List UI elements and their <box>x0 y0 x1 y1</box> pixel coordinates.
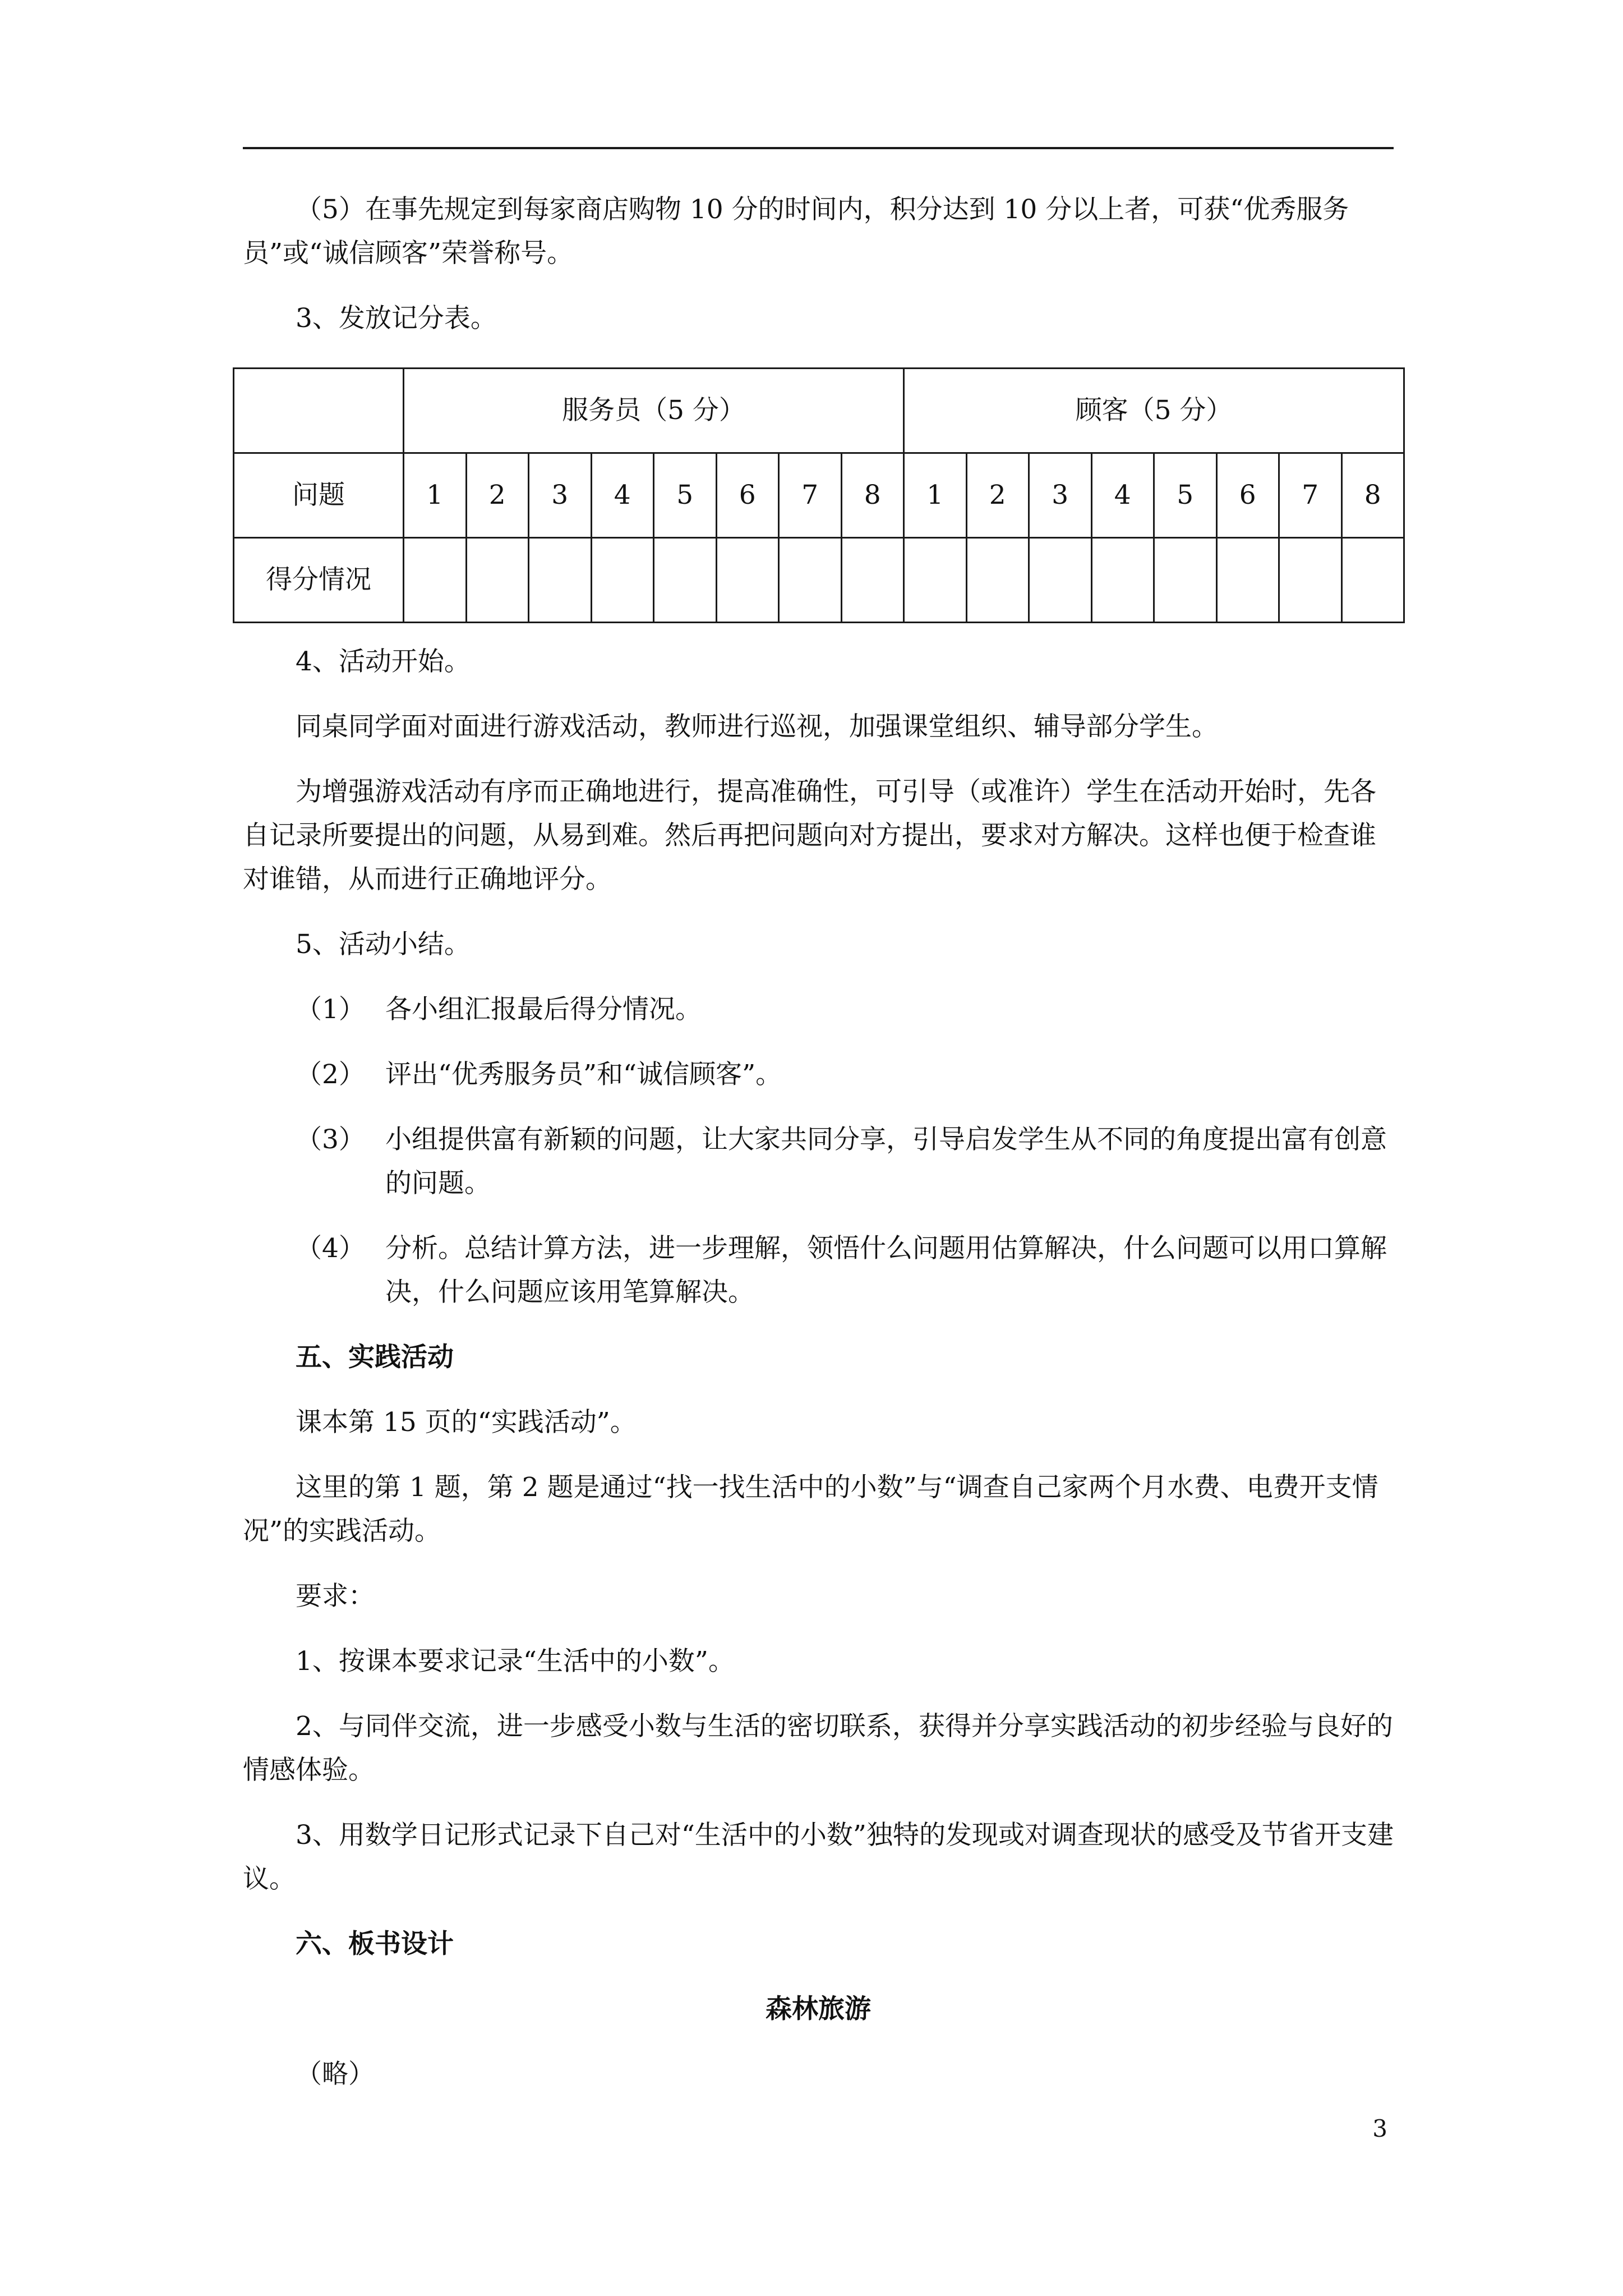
list-number: （4） <box>296 1233 365 1264</box>
score-table <box>233 367 1405 623</box>
list-item <box>243 1118 1394 1205</box>
paragraph-textbook: 课本第 15 页的“实践活动”。 <box>296 1407 637 1438</box>
table-row <box>234 453 1404 538</box>
paragraph-questions: 这里的第 1 题，第 2 题是通过“找一找生活中的小数”与“调查自己家两个月水费、电费开支情况”的实践活动。 <box>243 1472 1378 1547</box>
header-customer: 顾客（5 分） <box>904 369 1404 453</box>
score-cell <box>529 538 592 623</box>
section-heading-practice: 五、实践活动 <box>296 1342 454 1373</box>
list-number: （2） <box>296 1059 365 1090</box>
number-cell: 5 <box>1154 453 1217 538</box>
section-heading-board: 六、板书设计 <box>296 1929 454 1959</box>
list-item <box>243 988 1394 1032</box>
score-cell <box>1216 538 1279 623</box>
number-cell: 1 <box>404 453 467 538</box>
score-cell <box>466 538 529 623</box>
list-number: （3） <box>296 1124 365 1155</box>
list-text: 分析。总结计算方法，进一步理解，领悟什么问题用估算解决，什么问题可以用口算解决，什么问题应该用笔算解决。 <box>385 1233 1387 1308</box>
number-cell: 7 <box>779 453 842 538</box>
paragraph-step-3: 3、发放记分表。 <box>296 303 497 334</box>
paragraph-step-4: 4、活动开始。 <box>296 646 471 677</box>
number-cell: 4 <box>591 453 654 538</box>
number-cell: 8 <box>841 453 904 538</box>
number-cell: 6 <box>1216 453 1279 538</box>
paragraph-req-2: 2、与同伴交流，进一步感受小数与生活的密切联系，获得并分享实践活动的初步经验与良好的情感体验。 <box>243 1711 1393 1786</box>
number-cell: 1 <box>904 453 967 538</box>
list-text: 小组提供富有新颖的问题，让大家共同分享，引导启发学生从不同的角度提出富有创意的问题。 <box>385 1124 1387 1199</box>
table-row <box>234 538 1404 623</box>
paragraph-rule-5: （5）在事先规定到每家商店购物 10 分的时间内，积分达到 10 分以上者，可获“优秀服务员”或“诚信顾客”荣誉称号。 <box>243 194 1349 269</box>
score-cell <box>1341 538 1404 623</box>
number-cell: 3 <box>1029 453 1092 538</box>
paragraph-req-1: 1、按课本要求记录“生活中的小数”。 <box>296 1646 735 1677</box>
number-cell: 3 <box>529 453 592 538</box>
score-cell <box>1091 538 1154 623</box>
list-item <box>243 1227 1394 1314</box>
list-text: 各小组汇报最后得分情况。 <box>385 994 702 1025</box>
number-cell: 4 <box>1091 453 1154 538</box>
table-corner-cell <box>234 369 404 453</box>
score-cell <box>841 538 904 623</box>
list-number: （1） <box>296 994 365 1025</box>
row-score-label: 得分情况 <box>234 538 404 623</box>
page-number: 3 <box>1372 2115 1387 2142</box>
paragraph-req-3: 3、用数学日记形式记录下自己对“生活中的小数”独特的发现或对调查现状的感受及节省开支建议。 <box>243 1820 1394 1894</box>
paragraph-step-5: 5、活动小结。 <box>296 929 471 960</box>
document-body <box>243 188 1394 2096</box>
score-cell <box>1154 538 1217 623</box>
table-row <box>234 369 1404 453</box>
score-cell <box>779 538 842 623</box>
number-cell: 2 <box>966 453 1029 538</box>
score-cell <box>966 538 1029 623</box>
score-cell <box>654 538 717 623</box>
paragraph-accuracy: 为增强游戏活动有序而正确地进行，提高准确性，可引导（或准许）学生在活动开始时，先各自记录所要提出的问题，从易到难。然后再把问题向对方提出，要求对方解决。这样也便于检查谁对谁错，从而进行正确地评分。 <box>243 776 1376 895</box>
score-cell <box>716 538 779 623</box>
paragraph-activity: 同桌同学面对面进行游戏活动，教师进行巡视，加强课堂组织、辅导部分学生。 <box>296 711 1218 742</box>
number-cell: 2 <box>466 453 529 538</box>
board-title: 森林旅游 <box>766 1994 871 2024</box>
paragraph-requirements: 要求： <box>296 1581 375 1612</box>
score-cell <box>904 538 967 623</box>
score-cell <box>404 538 467 623</box>
number-cell: 7 <box>1279 453 1342 538</box>
number-cell: 8 <box>1341 453 1404 538</box>
score-cell <box>1029 538 1092 623</box>
score-cell <box>1279 538 1342 623</box>
list-item <box>243 1053 1394 1097</box>
list-text: 评出“优秀服务员”和“诚信顾客”。 <box>385 1059 782 1090</box>
number-cell: 5 <box>654 453 717 538</box>
header-rule <box>243 147 1394 149</box>
number-cell: 6 <box>716 453 779 538</box>
header-service: 服务员（5 分） <box>404 369 904 453</box>
row-question-label: 问题 <box>234 453 404 538</box>
board-note: （略） <box>296 2059 375 2090</box>
score-cell <box>591 538 654 623</box>
